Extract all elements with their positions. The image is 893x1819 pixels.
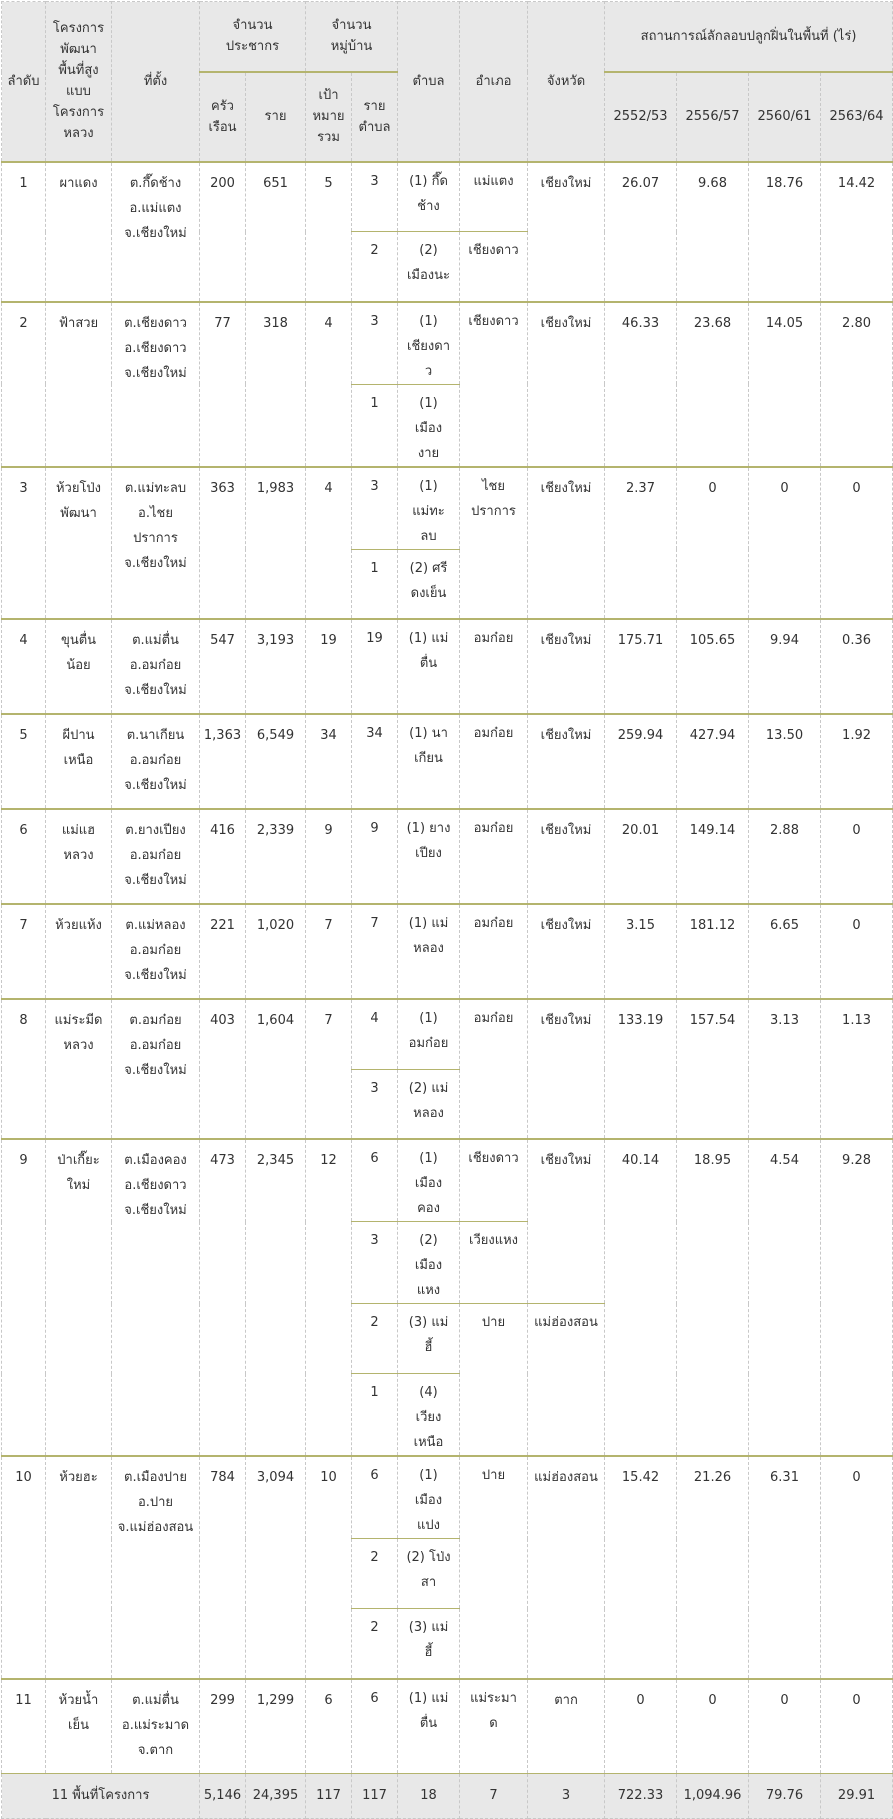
cell-province: เชียงใหม่ (528, 302, 605, 467)
cell-by-subdistrict: 6 (352, 1456, 398, 1539)
cell-persons: 1,299 (246, 1679, 306, 1774)
header-persons: ราย (246, 72, 306, 162)
cell-subdistrict: (2) ศรีดงเย็น (398, 549, 460, 619)
table-row (2, 467, 893, 550)
table-row (2, 162, 893, 232)
cell-year-value: 105.65 (677, 619, 749, 714)
cell-persons: 2,339 (246, 809, 306, 904)
header-by-subdistrict: รายตำบล (352, 72, 398, 162)
cell-persons: 3,193 (246, 619, 306, 714)
cell-year-value: 0 (605, 1679, 677, 1774)
cell-district: ปาย (460, 1304, 528, 1457)
cell-target: 9 (306, 809, 352, 904)
cell-district: แม่ระมาด (460, 1679, 528, 1774)
cell-district: ไชยปราการ (460, 467, 528, 620)
cell-by-subdistrict: 2 (352, 232, 398, 302)
cell-households: 1,363 (200, 714, 246, 809)
header-year-4: 2563/64 (821, 72, 893, 162)
table-header (2, 2, 893, 162)
cell-subdistrict: (1) แม่ตื่น (398, 619, 460, 714)
cell-location: ต.ยางเปียง อ.อมก๋อย จ.เชียงใหม่ (112, 809, 200, 904)
total-row (2, 1774, 893, 1819)
cell-year-value: 4.54 (749, 1139, 821, 1456)
cell-households: 363 (200, 467, 246, 620)
cell-households: 77 (200, 302, 246, 467)
cell-subdistrict: (1) ยางเปียง (398, 809, 460, 904)
cell-year-value: 14.05 (749, 302, 821, 467)
cell-subdistrict: (3) แม่ฮี้ (398, 1304, 460, 1374)
header-target-total: เป้าหมายรวม (306, 72, 352, 162)
cell-year-value: 259.94 (605, 714, 677, 809)
cell-by-subdistrict: 6 (352, 1679, 398, 1774)
cell-year-value: 18.95 (677, 1139, 749, 1456)
cell-subdistrict: (1) แม่ทะลบ (398, 467, 460, 550)
cell-subdistrict: (2) แม่หลอง (398, 1069, 460, 1139)
cell-target: 34 (306, 714, 352, 809)
cell-location: ต.นาเกียน อ.อมก๋อย จ.เชียงใหม่ (112, 714, 200, 809)
cell-project: ห้วยโป่งพัฒนา (46, 467, 112, 620)
cell-seq: 1 (2, 162, 46, 302)
cell-year-value: 0 (821, 467, 893, 620)
cell-year-value: 15.42 (605, 1456, 677, 1679)
cell-by-subdistrict: 2 (352, 1539, 398, 1609)
header-population: จำนวนประชากร (200, 2, 306, 72)
cell-location: ต.อมก๋อย อ.อมก๋อย จ.เชียงใหม่ (112, 999, 200, 1139)
cell-households: 221 (200, 904, 246, 999)
cell-seq: 7 (2, 904, 46, 999)
cell-seq: 4 (2, 619, 46, 714)
cell-year-value: 175.71 (605, 619, 677, 714)
cell-seq: 2 (2, 302, 46, 467)
table-row (2, 302, 893, 385)
cell-location: ต.แม่ตื่น อ.อมก๋อย จ.เชียงใหม่ (112, 619, 200, 714)
cell-households: 784 (200, 1456, 246, 1679)
cell-persons: 6,549 (246, 714, 306, 809)
table-row (2, 1456, 893, 1539)
cell-subdistrict: (1) กึ๊ดช้าง (398, 162, 460, 232)
header-households: ครัวเรือน (200, 72, 246, 162)
cell-persons: 1,604 (246, 999, 306, 1139)
total-persons: 24,395 (246, 1774, 306, 1819)
cell-year-value: 3.13 (749, 999, 821, 1139)
cell-year-value: 0 (677, 1679, 749, 1774)
cell-location: ต.เมืองคอง อ.เชียงดาว จ.เชียงใหม่ (112, 1139, 200, 1456)
cell-year-value: 23.68 (677, 302, 749, 467)
cell-by-subdistrict: 3 (352, 1222, 398, 1304)
cell-year-value: 2.80 (821, 302, 893, 467)
cell-province: เชียงใหม่ (528, 1139, 605, 1304)
cell-project: แม่แฮหลวง (46, 809, 112, 904)
cell-subdistrict: (2) เมืองนะ (398, 232, 460, 302)
cell-province: เชียงใหม่ (528, 714, 605, 809)
table-row (2, 904, 893, 999)
cell-province: แม่ฮ่องสอน (528, 1304, 605, 1457)
cell-province: เชียงใหม่ (528, 467, 605, 620)
table-row (2, 1139, 893, 1222)
cell-subdistrict: (3) แม่ฮี้ (398, 1609, 460, 1679)
cell-year-value: 40.14 (605, 1139, 677, 1456)
cell-by-subdistrict: 3 (352, 1069, 398, 1139)
cell-target: 10 (306, 1456, 352, 1679)
cell-year-value: 157.54 (677, 999, 749, 1139)
cell-by-subdistrict: 3 (352, 162, 398, 232)
header-seq: ลำดับ (2, 2, 46, 162)
table-row (2, 809, 893, 904)
header-situation: สถานการณ์ลักลอบปลูกฝิ่นในพื้นที่ (ไร่) (605, 2, 893, 72)
cell-by-subdistrict: 1 (352, 384, 398, 467)
cell-location: ต.เชียงดาว อ.เชียงดาว จ.เชียงใหม่ (112, 302, 200, 467)
header-location: ที่ตั้ง (112, 2, 200, 162)
cell-target: 12 (306, 1139, 352, 1456)
cell-district: เชียงดาว (460, 1139, 528, 1222)
cell-by-subdistrict: 7 (352, 904, 398, 999)
cell-subdistrict: (1) เมืองคอง (398, 1139, 460, 1222)
cell-subdistrict: (1) อมก๋อย (398, 999, 460, 1069)
cell-province: เชียงใหม่ (528, 904, 605, 999)
cell-by-subdistrict: 1 (352, 549, 398, 619)
cell-year-value: 14.42 (821, 162, 893, 302)
cell-year-value: 0 (749, 467, 821, 620)
cell-by-subdistrict: 19 (352, 619, 398, 714)
header-year-2: 2556/57 (677, 72, 749, 162)
cell-year-value: 9.94 (749, 619, 821, 714)
header-subdistrict: ตำบล (398, 2, 460, 162)
cell-year-value: 427.94 (677, 714, 749, 809)
cell-persons: 2,345 (246, 1139, 306, 1456)
cell-year-value: 13.50 (749, 714, 821, 809)
cell-year-value: 181.12 (677, 904, 749, 999)
total-province: 3 (528, 1774, 605, 1819)
cell-year-value: 2.37 (605, 467, 677, 620)
cell-persons: 318 (246, 302, 306, 467)
cell-location: ต.แม่ทะลบ อ.ไชยปราการ จ.เชียงใหม่ (112, 467, 200, 620)
cell-target: 4 (306, 302, 352, 467)
cell-seq: 6 (2, 809, 46, 904)
cell-district: อมก๋อย (460, 904, 528, 999)
cell-location: ต.เมืองปาย อ.ปาย จ.แม่ฮ่องสอน (112, 1456, 200, 1679)
cell-district: เชียงดาว (460, 302, 528, 467)
cell-target: 5 (306, 162, 352, 302)
cell-location: ต.แม่หลอง อ.อมก๋อย จ.เชียงใหม่ (112, 904, 200, 999)
cell-by-subdistrict: 34 (352, 714, 398, 809)
cell-location: ต.แม่ตื่น อ.แม่ระมาด จ.ตาก (112, 1679, 200, 1774)
cell-seq: 10 (2, 1456, 46, 1679)
cell-target: 4 (306, 467, 352, 620)
table-body (2, 162, 893, 1819)
cell-district: อมก๋อย (460, 619, 528, 714)
cell-year-value: 0 (821, 1456, 893, 1679)
cell-project: ป่าเกี๊ยะใหม่ (46, 1139, 112, 1456)
cell-district: เวียงแหง (460, 1222, 528, 1304)
cell-target: 7 (306, 999, 352, 1139)
cell-year-value: 0 (821, 904, 893, 999)
table-row (2, 1679, 893, 1774)
cell-project: ผาแดง (46, 162, 112, 302)
cell-year-value: 6.31 (749, 1456, 821, 1679)
cell-year-value: 21.26 (677, 1456, 749, 1679)
cell-seq: 9 (2, 1139, 46, 1456)
total-year-value: 29.91 (821, 1774, 893, 1819)
cell-district: อมก๋อย (460, 809, 528, 904)
cell-seq: 8 (2, 999, 46, 1139)
cell-province: เชียงใหม่ (528, 999, 605, 1139)
cell-by-subdistrict: 3 (352, 467, 398, 550)
header-project: โครงการพัฒนาพื้นที่สูงแบบโครงการหลวง (46, 2, 112, 162)
cell-district: อมก๋อย (460, 999, 528, 1139)
cell-persons: 3,094 (246, 1456, 306, 1679)
cell-persons: 1,020 (246, 904, 306, 999)
cell-by-subdistrict: 6 (352, 1139, 398, 1222)
cell-seq: 3 (2, 467, 46, 620)
cell-province: เชียงใหม่ (528, 162, 605, 302)
cell-by-subdistrict: 1 (352, 1374, 398, 1457)
total-label: 11 พื้นที่โครงการ (2, 1774, 200, 1819)
cell-district: เชียงดาว (460, 232, 528, 302)
cell-year-value: 26.07 (605, 162, 677, 302)
cell-year-value: 2.88 (749, 809, 821, 904)
cell-households: 299 (200, 1679, 246, 1774)
cell-households: 547 (200, 619, 246, 714)
cell-project: แม่ระมีดหลวง (46, 999, 112, 1139)
header-villages: จำนวนหมู่บ้าน (306, 2, 398, 72)
cell-year-value: 133.19 (605, 999, 677, 1139)
cell-year-value: 0 (677, 467, 749, 620)
cell-subdistrict: (1) แม่หลอง (398, 904, 460, 999)
cell-subdistrict: (1) เมืองงาย (398, 384, 460, 467)
cell-year-value: 1.92 (821, 714, 893, 809)
cell-year-value: 0.36 (821, 619, 893, 714)
total-district: 7 (460, 1774, 528, 1819)
cell-year-value: 1.13 (821, 999, 893, 1139)
cell-households: 416 (200, 809, 246, 904)
cell-by-subdistrict: 2 (352, 1304, 398, 1374)
cell-households: 200 (200, 162, 246, 302)
cell-district: แม่แตง (460, 162, 528, 232)
cell-year-value: 3.15 (605, 904, 677, 999)
cell-subdistrict: (1) นาเกียน (398, 714, 460, 809)
cell-target: 19 (306, 619, 352, 714)
total-households: 5,146 (200, 1774, 246, 1819)
cell-by-subdistrict: 4 (352, 999, 398, 1069)
cell-province: เชียงใหม่ (528, 619, 605, 714)
cell-target: 7 (306, 904, 352, 999)
cell-year-value: 9.68 (677, 162, 749, 302)
total-by-subdistrict: 117 (352, 1774, 398, 1819)
total-year-value: 722.33 (605, 1774, 677, 1819)
cell-district: ปาย (460, 1456, 528, 1679)
cell-year-value: 149.14 (677, 809, 749, 904)
cell-year-value: 0 (821, 1679, 893, 1774)
cell-persons: 651 (246, 162, 306, 302)
cell-project: ห้วยแห้ง (46, 904, 112, 999)
cell-by-subdistrict: 3 (352, 302, 398, 385)
header-district: อำเภอ (460, 2, 528, 162)
cell-project: ห้วยฮะ (46, 1456, 112, 1679)
cell-subdistrict: (4) เวียงเหนือ (398, 1374, 460, 1457)
cell-subdistrict: (1) เชียงดาว (398, 302, 460, 385)
cell-seq: 11 (2, 1679, 46, 1774)
cell-year-value: 6.65 (749, 904, 821, 999)
cell-seq: 5 (2, 714, 46, 809)
cell-subdistrict: (1) เมืองแปง (398, 1456, 460, 1539)
cell-target: 6 (306, 1679, 352, 1774)
table-row (2, 619, 893, 714)
total-target: 117 (306, 1774, 352, 1819)
total-year-value: 1,094.96 (677, 1774, 749, 1819)
cell-project: ฟ้าสวย (46, 302, 112, 467)
cell-year-value: 18.76 (749, 162, 821, 302)
cell-location: ต.กึ๊ดช้าง อ.แม่แตง จ.เชียงใหม่ (112, 162, 200, 302)
cell-project: ขุนตื่นน้อย (46, 619, 112, 714)
cell-year-value: 0 (749, 1679, 821, 1774)
table-row (2, 714, 893, 809)
cell-persons: 1,983 (246, 467, 306, 620)
cell-by-subdistrict: 9 (352, 809, 398, 904)
cell-subdistrict: (1) แม่ตื่น (398, 1679, 460, 1774)
projects-table (1, 1, 893, 1819)
cell-province: เชียงใหม่ (528, 809, 605, 904)
cell-project: ผีปานเหนือ (46, 714, 112, 809)
cell-year-value: 9.28 (821, 1139, 893, 1456)
cell-project: ห้วยน้ำเย็น (46, 1679, 112, 1774)
cell-households: 403 (200, 999, 246, 1139)
header-year-1: 2552/53 (605, 72, 677, 162)
cell-subdistrict: (2) โป่งสา (398, 1539, 460, 1609)
cell-subdistrict: (2) เมืองแหง (398, 1222, 460, 1304)
cell-year-value: 0 (821, 809, 893, 904)
cell-province: แม่ฮ่องสอน (528, 1456, 605, 1679)
total-subdistrict: 18 (398, 1774, 460, 1819)
cell-households: 473 (200, 1139, 246, 1456)
header-province: จังหวัด (528, 2, 605, 162)
table-row (2, 999, 893, 1069)
cell-year-value: 20.01 (605, 809, 677, 904)
cell-year-value: 46.33 (605, 302, 677, 467)
header-year-3: 2560/61 (749, 72, 821, 162)
total-year-value: 79.76 (749, 1774, 821, 1819)
cell-by-subdistrict: 2 (352, 1609, 398, 1679)
cell-district: อมก๋อย (460, 714, 528, 809)
cell-province: ตาก (528, 1679, 605, 1774)
